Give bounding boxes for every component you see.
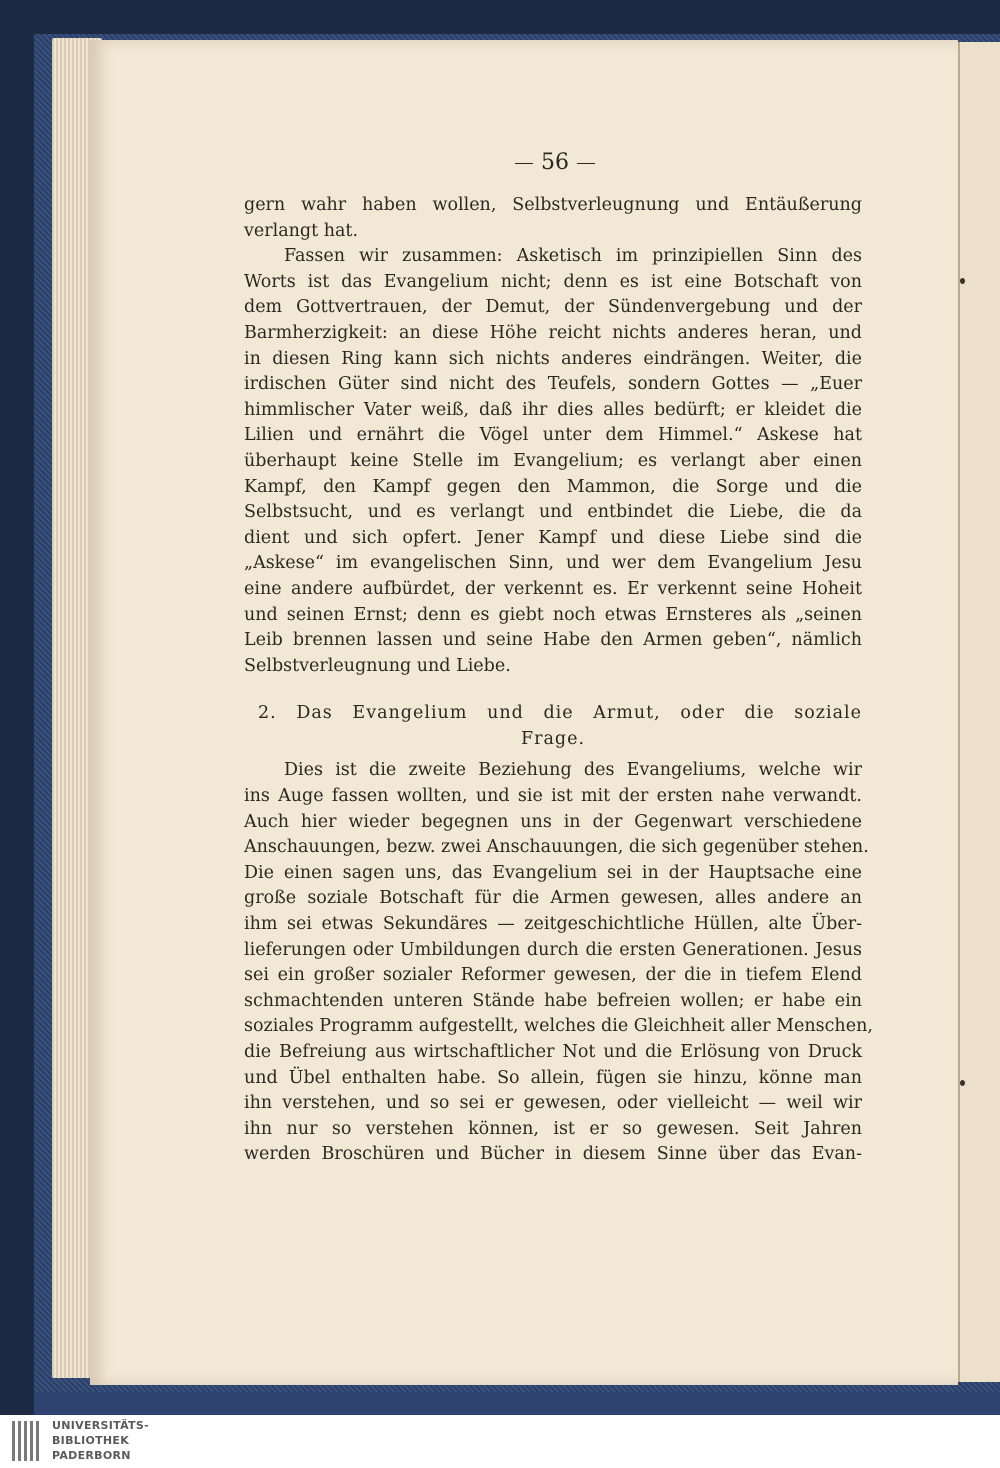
text-line: dem Gottvertrauen, der Demut, der Sündenvergebung und der [244, 297, 862, 318]
heading-line: Frage. [520, 728, 586, 749]
header-dash-right [577, 163, 595, 164]
heading-line: 2. Das Evangelium und die Armut, oder die soziale [258, 703, 862, 724]
text-line: große soziale Botschaft für die Armen gewesen, alles andere an [244, 888, 862, 909]
library-footer [0, 1415, 1000, 1468]
text-line: und Übel enthalten habe. So allein, fügen sie hinzu, könne man [244, 1067, 862, 1088]
text-line: und seinen Ernst; denn es giebt noch etwas Ernsteres als „seinen [244, 604, 862, 625]
text-line: soziales Programm aufgestellt, welches die Gleichheit aller Menschen, [244, 1016, 873, 1037]
paragraph-1 [244, 193, 862, 244]
section-spacer [244, 679, 862, 701]
page-number-header [490, 150, 620, 175]
ink-speck [960, 278, 965, 284]
text-line: Leib brennen lassen und seine Habe den Armen geben“, nämlich [244, 630, 862, 651]
text-line: Fassen wir zusammen: Asketisch im prinzipiellen Sinn des [284, 246, 862, 267]
text-line: Lilien und ernährt die Vögel unter dem Himmel.“ Askese hat [244, 425, 862, 446]
text-line: schmachtenden unteren Stände habe befreien wollen; er habe ein [244, 990, 862, 1011]
text-line: Anschauungen, bezw. zwei Anschauungen, die sich gegenüber stehen. [244, 837, 869, 858]
text-line: sei ein großer sozialer Reformer gewesen, der die in tiefem Elend [244, 965, 862, 986]
text-line: Worts ist das Evangelium nicht; denn es ist eine Botschaft von [244, 271, 862, 292]
text-line: himmlischer Vater weiß, daß ihr dies alles bedürft; er kleidet die [244, 399, 862, 420]
text-line: Dies ist die zweite Beziehung des Evangeliums, welche wir [284, 760, 862, 781]
facing-page-edge [958, 42, 1000, 1382]
text-line: in diesen Ring kann sich nichts anderes eindrängen. Weiter, die [244, 348, 862, 369]
text-line: Kampf, den Kampf gegen den Mammon, die Sorge und die [244, 476, 862, 497]
text-line: Die einen sagen uns, das Evangelium sei in der Hauptsache eine [244, 862, 862, 883]
text-line: werden Broschüren und Bücher in diesem Sinne über das Evan- [244, 1144, 862, 1165]
library-logo-icon [10, 1419, 40, 1463]
text-line: Selbstsucht, und es verlangt und entbindet die Liebe, die da [244, 502, 862, 523]
header-dash-left [515, 163, 533, 164]
page-number: 56 [541, 150, 569, 175]
text-line: die Befreiung aus wirtschaftlicher Not und die Erlösung von Druck [244, 1042, 862, 1062]
logo-line: UNIVERSITÄTS- [52, 1419, 149, 1432]
text-line: „Askese“ im evangelischen Sinn, und wer dem Evangelium Jesu [244, 553, 862, 574]
text-line: Selbstverleugnung und Liebe. [244, 655, 511, 676]
ink-speck [960, 1080, 965, 1086]
logo-line: PADERBORN [52, 1449, 131, 1462]
text-line: gern wahr haben wollen, Selbstverleugnung und Entäußerung [244, 195, 862, 215]
paragraph-3 [244, 758, 873, 1168]
text-line: Barmherzigkeit: an diese Höhe reicht nichts anderes heran, und [244, 322, 862, 343]
text-line: verlangt hat. [244, 220, 359, 241]
text-line: ihn nur so verstehen können, ist er so gewesen. Seit Jahren [244, 1118, 862, 1139]
text-line: eine andere aufbürdet, der verkennt es. Er verkennt seine Hoheit [244, 578, 862, 599]
paragraph-2 [244, 244, 862, 679]
text-line: dient und sich opfert. Jener Kampf und diese Liebe sind die [244, 527, 862, 548]
logo-line: BIBLIOTHEK [52, 1434, 130, 1447]
text-line: überhaupt keine Stelle im Evangelium; es verlangt aber einen [244, 450, 862, 471]
text-line: Auch hier wieder begegnen uns in der Gegenwart verschiedene [244, 811, 862, 832]
book-cover-edge [34, 1392, 1000, 1415]
text-line: ihm sei etwas Sekundäres — zeitgeschichtliche Hüllen, alte Über- [244, 914, 862, 935]
text-line: lieferungen oder Umbildungen durch die ersten Generationen. Jesus [244, 939, 862, 960]
text-line: ins Auge fassen wollten, und sie ist mit der ersten nahe verwandt. [244, 786, 862, 807]
body-text [244, 193, 873, 1168]
text-line: ihn verstehen, und so sei er gewesen, oder vielleicht — weil wir [244, 1093, 862, 1114]
text-line: irdischen Güter sind nicht des Teufels, sondern Gottes — „Euer [244, 374, 862, 395]
library-logo-text [52, 1418, 149, 1463]
section-heading [244, 701, 862, 752]
